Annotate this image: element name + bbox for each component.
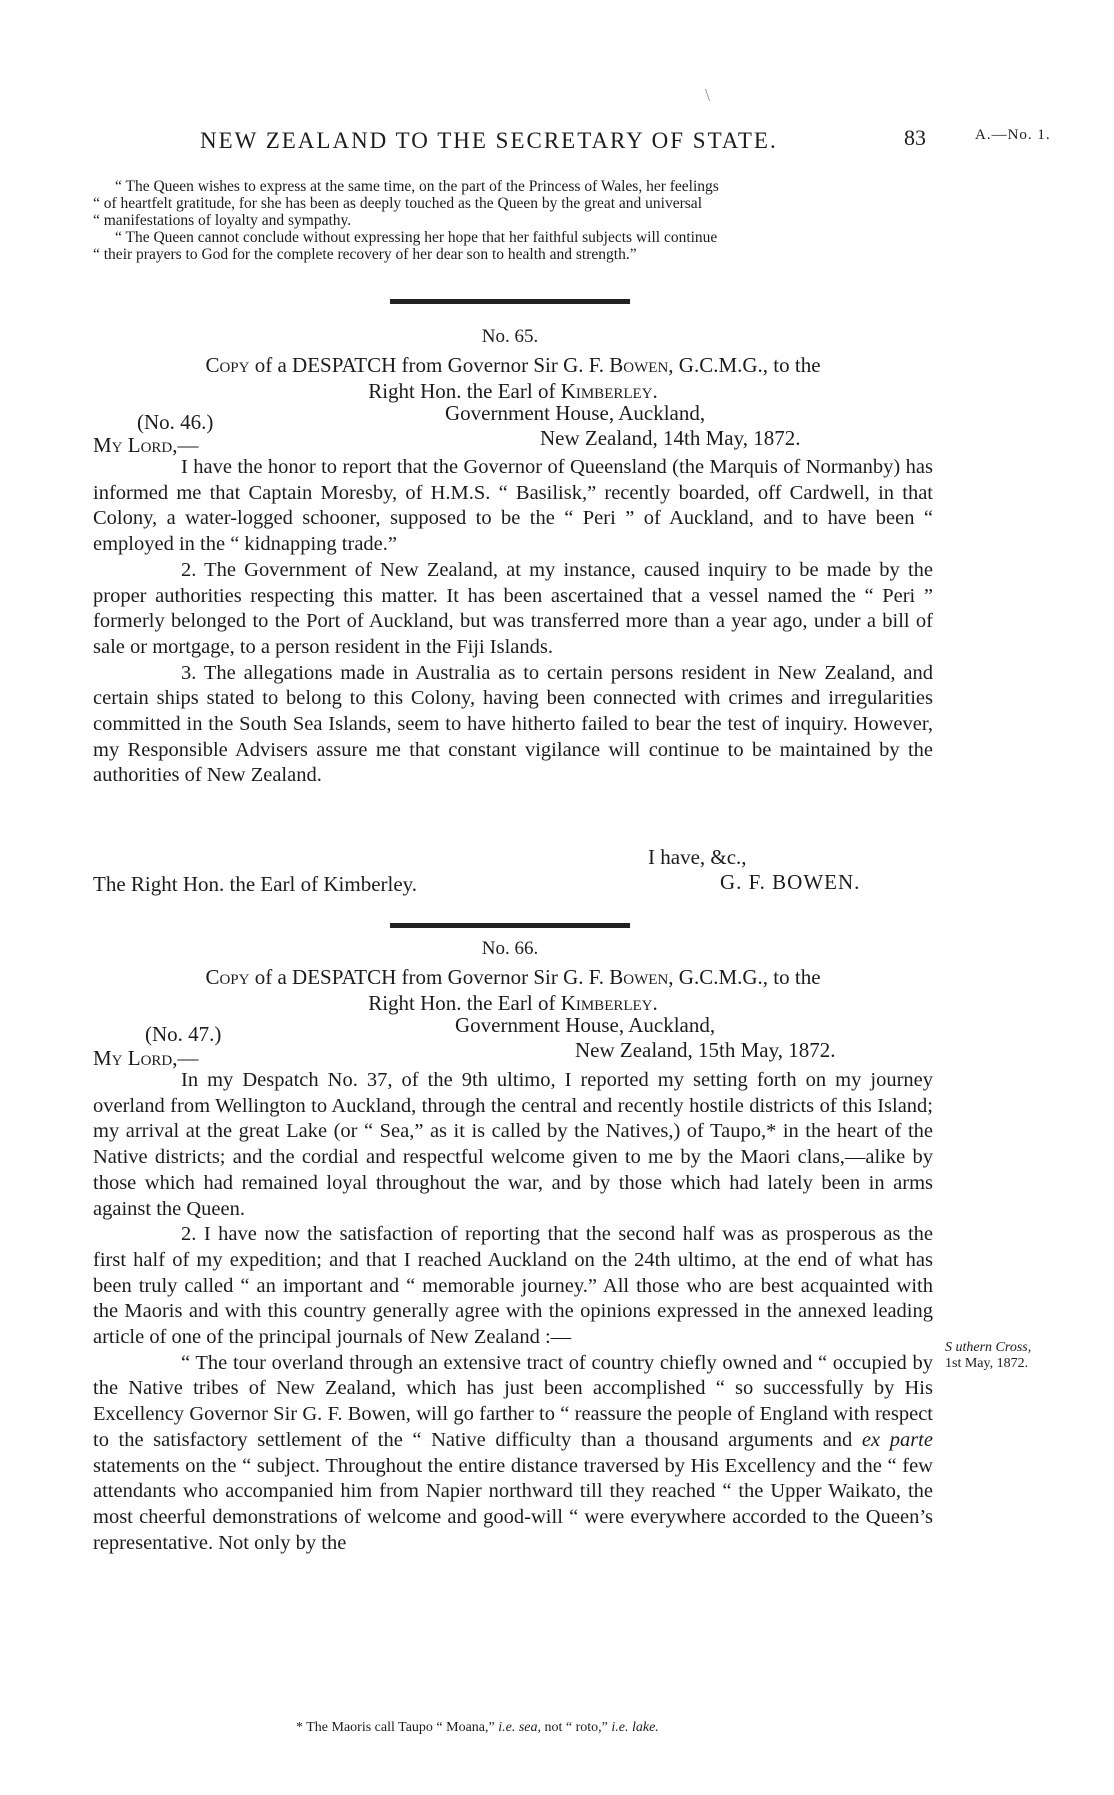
section-divider bbox=[390, 923, 630, 928]
addressee: The Right Hon. the Earl of Kimberley. bbox=[93, 872, 418, 896]
signature: G. F. BOWEN. bbox=[720, 870, 861, 894]
footnote-italic: i.e. lake. bbox=[611, 1720, 659, 1735]
heading-earl-name: Kimberley bbox=[560, 991, 653, 1015]
quote-line: “ The Queen wishes to express at the same time, on the part of the Princess of Wales, her feelings bbox=[115, 178, 719, 195]
margin-note bbox=[945, 1340, 1065, 1372]
body-paragraph: 2. The Government of New Zealand, at my instance, caused inquiry to be made by the proper authorities respecting this matter. It has been ascertained that a vessel named the “ Peri ” formerly belonged to the Port of Auckland, but was transferred more than a year ago, under a bill of sale or mortgage, to a person resident in the Fiji Islands. bbox=[93, 558, 933, 658]
quoted-italic: ex parte bbox=[861, 1428, 933, 1451]
heading-text: of a DESPATCH from Governor Sir G. F. bbox=[249, 353, 610, 377]
salutation: My Lord,— bbox=[93, 433, 199, 457]
quote-line: “ their prayers to God for the complete recovery of her dear son to health and strength.” bbox=[93, 246, 637, 263]
paper-reference: A.—No. 1. bbox=[975, 127, 1051, 143]
heading-earl-name: Kimberley bbox=[560, 379, 653, 403]
margin-note-source: S uthern Cross, bbox=[945, 1340, 1032, 1355]
heading-text: . bbox=[652, 379, 658, 403]
despatch-number: No. 65. bbox=[481, 326, 539, 347]
closing-phrase: I have, &c., bbox=[648, 845, 747, 869]
heading-text: Right Hon. the Earl of bbox=[368, 379, 561, 403]
heading-text: , G.C.M.G., to the bbox=[668, 965, 821, 989]
quoted-article bbox=[93, 1351, 933, 1557]
top-quote-para-2 bbox=[93, 229, 933, 263]
origin-address: Government House, Auckland, bbox=[445, 401, 706, 425]
despatch-ref-number: (No. 47.) bbox=[145, 1022, 222, 1046]
heading-copy: Copy bbox=[205, 965, 250, 989]
footnote bbox=[296, 1720, 659, 1736]
body-paragraph: 2. I have now the satisfaction of reporting that the second half was as prosperous as the first half of my expedition; and that I reached Auckland on the 24th ultimo, at the end of what has been truly called “ an important and “ memorable journey.” All those who are best acquainted with the Maoris and with this country generally agree with the opinions expressed in the annexed leading article of one of the principal journals of New Zealand :— bbox=[93, 1223, 933, 1349]
body-paragraph: In my Despatch No. 37, of the 9th ultimo, I reported my setting forth on my journey overland from Wellington to Auckland, through the central and recently hostile districts of this Island; my arrival at the great Lake (or “ Sea,” as it is called by the Natives,) of Taupo,* in the heart of the Native districts; and the cordial and respectful welcome given to me by the Maori clans,—alike by those which had remained loyal throughout the war, and by those which had lately been in arms against the Queen. bbox=[93, 1069, 933, 1220]
quote-line: “ The Queen cannot conclude without expressing her hope that her faithful subjects will continue bbox=[115, 229, 718, 246]
quote-line: “ manifestations of loyalty and sympathy. bbox=[93, 212, 352, 229]
top-quote-para-1 bbox=[93, 178, 933, 229]
heading-text: , G.C.M.G., to the bbox=[668, 353, 821, 377]
footnote-text: not “ roto,” bbox=[541, 1720, 612, 1735]
quoted-text: “ The tour overland through an extensive tract of country chiefly owned and “ occupied by the Native tribes of New Zealand, which has just been accomplished “ so successfully by His Excellency Governor Sir G. F. Bowen, will go farther to “ reassure the people of England with respect to the satisfactory settlement of the “ Native difficulty than a thousand arguments and bbox=[93, 1351, 933, 1451]
page-header-title: NEW ZEALAND TO THE SECRETARY OF STATE. bbox=[200, 128, 778, 153]
footnote-text: * The Maoris call Taupo “ Moana,” bbox=[296, 1720, 499, 1735]
top-quote-block bbox=[93, 178, 933, 263]
quote-line: “ of heartfelt gratitude, for she has been as deeply touched as the Queen by the great and universal bbox=[93, 195, 702, 212]
heading-text: Right Hon. the Earl of bbox=[368, 991, 561, 1015]
heading-governor-name: Bowen bbox=[609, 965, 669, 989]
margin-note-date: 1st May, 1872. bbox=[945, 1356, 1029, 1371]
despatch-heading bbox=[93, 352, 933, 404]
despatch-date: New Zealand, 14th May, 1872. bbox=[540, 426, 801, 450]
despatch-date: New Zealand, 15th May, 1872. bbox=[575, 1038, 836, 1062]
despatch-number: No. 66. bbox=[481, 938, 539, 959]
heading-text: . bbox=[652, 991, 658, 1015]
salutation: My Lord,— bbox=[93, 1046, 199, 1070]
despatch-body bbox=[93, 1068, 933, 1556]
heading-text: of a DESPATCH from Governor Sir G. F. bbox=[249, 965, 610, 989]
footnote-italic: i.e. sea, bbox=[498, 1720, 541, 1735]
body-paragraph: I have the honor to report that the Governor of Queensland (the Marquis of Normanby) has informed me that Captain Moresby, of H.M.S. “ Basilisk,” recently boarded, off Cardwell, in that Colony, a water-logged schooner, supposed to be the “ Peri ” of Auckland, and to have been “ employed in the “ kidnapping trade.” bbox=[93, 456, 933, 556]
body-paragraph: 3. The allegations made in Australia as to certain persons resident in New Zealand, and certain ships stated to belong to this Colony, having been connected with crimes and irregularities committed in the South Sea Islands, seem to have hitherto failed to bear the test of inquiry. However, my Responsible Advisers assure me that constant vigilance will continue to be maintained by the authorities of New Zealand. bbox=[93, 661, 933, 787]
quoted-text: statements on the “ subject. Throughout the entire distance traversed by His Excellency and the “ few attendants who accompanied him from Napier northward till they reached “ the Upper Waikato, the most cheerful demonstrations of welcome and good-will “ were everywhere accorded to the Queen’s representative. Not only by the bbox=[93, 1454, 933, 1554]
page-number: 83 bbox=[904, 125, 926, 150]
stray-mark: \ bbox=[705, 85, 711, 105]
despatch-ref-number: (No. 46.) bbox=[137, 410, 214, 434]
heading-governor-name: Bowen bbox=[609, 353, 669, 377]
despatch-heading bbox=[93, 964, 933, 1016]
despatch-body bbox=[93, 455, 933, 789]
section-divider bbox=[390, 299, 630, 304]
origin-address: Government House, Auckland, bbox=[455, 1013, 716, 1037]
heading-copy: Copy bbox=[205, 353, 250, 377]
